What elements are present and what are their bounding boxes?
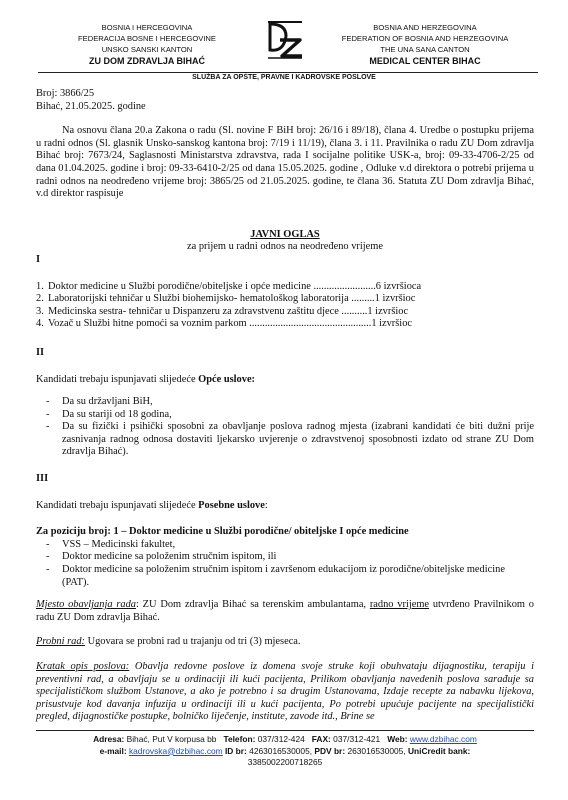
header-left-institution: ZU DOM ZDRAVLJA BIHAĆ bbox=[89, 56, 205, 66]
header-left-block bbox=[42, 22, 252, 68]
general-conditions-list bbox=[36, 396, 534, 459]
position-1-requirements bbox=[36, 539, 534, 589]
header-right-institution: MEDICAL CENTER BIHAC bbox=[369, 56, 481, 66]
header-divider bbox=[38, 72, 538, 73]
section-ii-heading: II bbox=[36, 346, 45, 358]
header-right-block bbox=[320, 22, 530, 68]
document-body bbox=[36, 88, 534, 724]
footer-line-1: Adresa: Bihać, Put V korpusa bb Telefon: 037/312-424 FAX: 037/312-421 Web: www.dzbihac.com bbox=[93, 734, 477, 744]
position-1-heading: Za poziciju broj: 1 – Doktor medicine u Službi porodične/ obiteljske I opće medicine bbox=[36, 526, 409, 538]
general-conditions-lead: Kandidati trebaju ispunjavati slijedeće Opće uslove: bbox=[36, 373, 256, 385]
reference-number: Broj: 3866/25 bbox=[36, 88, 95, 99]
condition-item: - Da su državljani BiH, bbox=[46, 396, 153, 408]
header-left-federation: FEDERACIJA BOSNE I HERCEGOVINE bbox=[78, 34, 216, 43]
announcement-title: JAVNI OGLAS bbox=[250, 228, 320, 240]
bank-account: 3385002200718265 bbox=[247, 757, 323, 768]
footer-line-3 bbox=[36, 757, 534, 769]
announcement-subtitle: za prijem u radni odnos na neodređeno vrijeme bbox=[187, 241, 383, 253]
position-item: 4. Vozač u Službi hitne pomoći sa voznim parkom ...............................................1 izvršioc bbox=[36, 318, 413, 330]
condition-item: - Da su fizički i psihički sposobni za obavljanje poslova radnog mjesta (izabrani kandidati će biti dužni prije zasnivanja radnog odnosa dostaviti ljekarsko uvjerenje o zdravstvenoj sposobnosti izdato od strane ZU Dom zdravlja Bihać). bbox=[46, 421, 534, 458]
requirement-item: - VSS – Medicinski fakultet, bbox=[46, 538, 176, 550]
footer bbox=[36, 734, 534, 769]
service-name: SLUŽBA ZA OPŠTE, PRAVNE I KADROVSKE POSLOVE bbox=[192, 74, 376, 81]
document-date: Bihać, 21.05.2025. godine bbox=[36, 100, 146, 112]
positions-list bbox=[36, 281, 534, 331]
job-description-paragraph: Kratak opis poslova: Obavlja redovne poslove iz domena svoje struke koji obuhvataju dijagnostiku, terapiju i preventivni rad, a obavljaju se u ordinaciji ili kući pacijenta, Prilikom obavljanja navedenih poslova sarađuje sa specijalističkom službom Ustanove, a ako je potrebno i sa drugim Ustanovama, Izdaje recepte za nabavku lijekova, prisustvuje kod davanja infuzija u ordinaciji ili u kući pacijenta, Po potrebi upućuje pacijente na specijalistički pregled, dijagnostičke postupke, bolničko liječenje, institute, zavode itd., Brine se bbox=[36, 661, 534, 723]
section-iii-heading: III bbox=[36, 473, 49, 485]
header-right-country: BOSNIA AND HERZEGOVINA bbox=[373, 23, 477, 32]
work-place-paragraph: Mjesto obavljanja rada: ZU Dom zdravlja Bihać sa terenskim ambulantama, radno vrijeme utvrđeno Pravilnikom o radu ZU Dom zdravlja Bihać. bbox=[36, 599, 534, 623]
header-left-country: BOSNIA I HERCEGOVINA bbox=[101, 23, 193, 32]
footer-line-2: e-mail: kadrovska@dzbihac.com ID br: 4263016530005, PDV br: 263016530005, UniCredit bank: bbox=[99, 745, 471, 756]
email-link[interactable]: kadrovska@dzbihac.com bbox=[128, 745, 223, 756]
section-i-heading: I bbox=[36, 253, 41, 265]
position-item: 1. Doktor medicine u Službi porodične/obiteljske i opće medicine ........................6 izvršioca bbox=[36, 280, 422, 292]
header-right-federation: FEDERATION OF BOSNIA AND HERZEGOVINA bbox=[341, 34, 509, 43]
special-conditions-lead: Kandidati trebaju ispunjavati slijedeće Posebne uslove: bbox=[36, 499, 268, 511]
requirement-item: - Doktor medicine sa položenim stručnim ispitom i završenom edukacijom iz porodične/obiteljske medicine (PAT). bbox=[46, 564, 505, 588]
position-item: 2. Laboratorijski tehničar u Službi biohemijsko- hematološkog laboratorija .........1 izvršioc bbox=[36, 293, 416, 305]
position-item: 3. Medicinska sestra- tehničar u Dispanzeru za zdravstvenu zaštitu djece ..........1 izvršioc bbox=[36, 305, 409, 317]
header-right-canton: THE UNA SANA CANTON bbox=[380, 45, 470, 54]
dz-logo bbox=[262, 16, 308, 62]
trial-period-paragraph: Probni rad: Ugovara se probni rad u trajanju od tri (3) mjeseca. bbox=[36, 636, 301, 648]
requirement-item: - Doktor medicine sa položenim stručnim ispitom, ili bbox=[46, 551, 277, 563]
condition-item: - Da su stariji od 18 godina, bbox=[46, 408, 172, 420]
footer-divider bbox=[36, 730, 534, 731]
website-link[interactable]: www.dzbihac.com bbox=[409, 734, 477, 744]
header-left-canton: UNSKO SANSKI KANTON bbox=[101, 45, 193, 54]
intro-paragraph: Na osnovu člana 20.a Zakona o radu (Sl. novine F BiH broj: 26/16 i 89/18), člana 4. Uredbe o postupku prijema u radni odnos (Sl. glasnik Unsko-sanskog kantona broj: 7/19 i 11/19), člana 3. i 11. Pravilnika o radu ZU Dom zdravlja Bihać broj: 7673/24, Saglasnosti Ministarstva zdravstva, rada I socijalne politike USK-a, broj: 09-33-4706-2/25 od dana 01.04.2025. godine i broj: 09-33-6410-2/25 od dana 15.05.2025. godine , Odluke v.d direktora o potrebi prijema u radni odnos na neodređeno vrijeme broj: 3865/25 od 21.05.2025. godine, te člana 36. Statuta ZU Dom zdravlja Bihać, v.d direktor raspisuje bbox=[36, 125, 534, 200]
